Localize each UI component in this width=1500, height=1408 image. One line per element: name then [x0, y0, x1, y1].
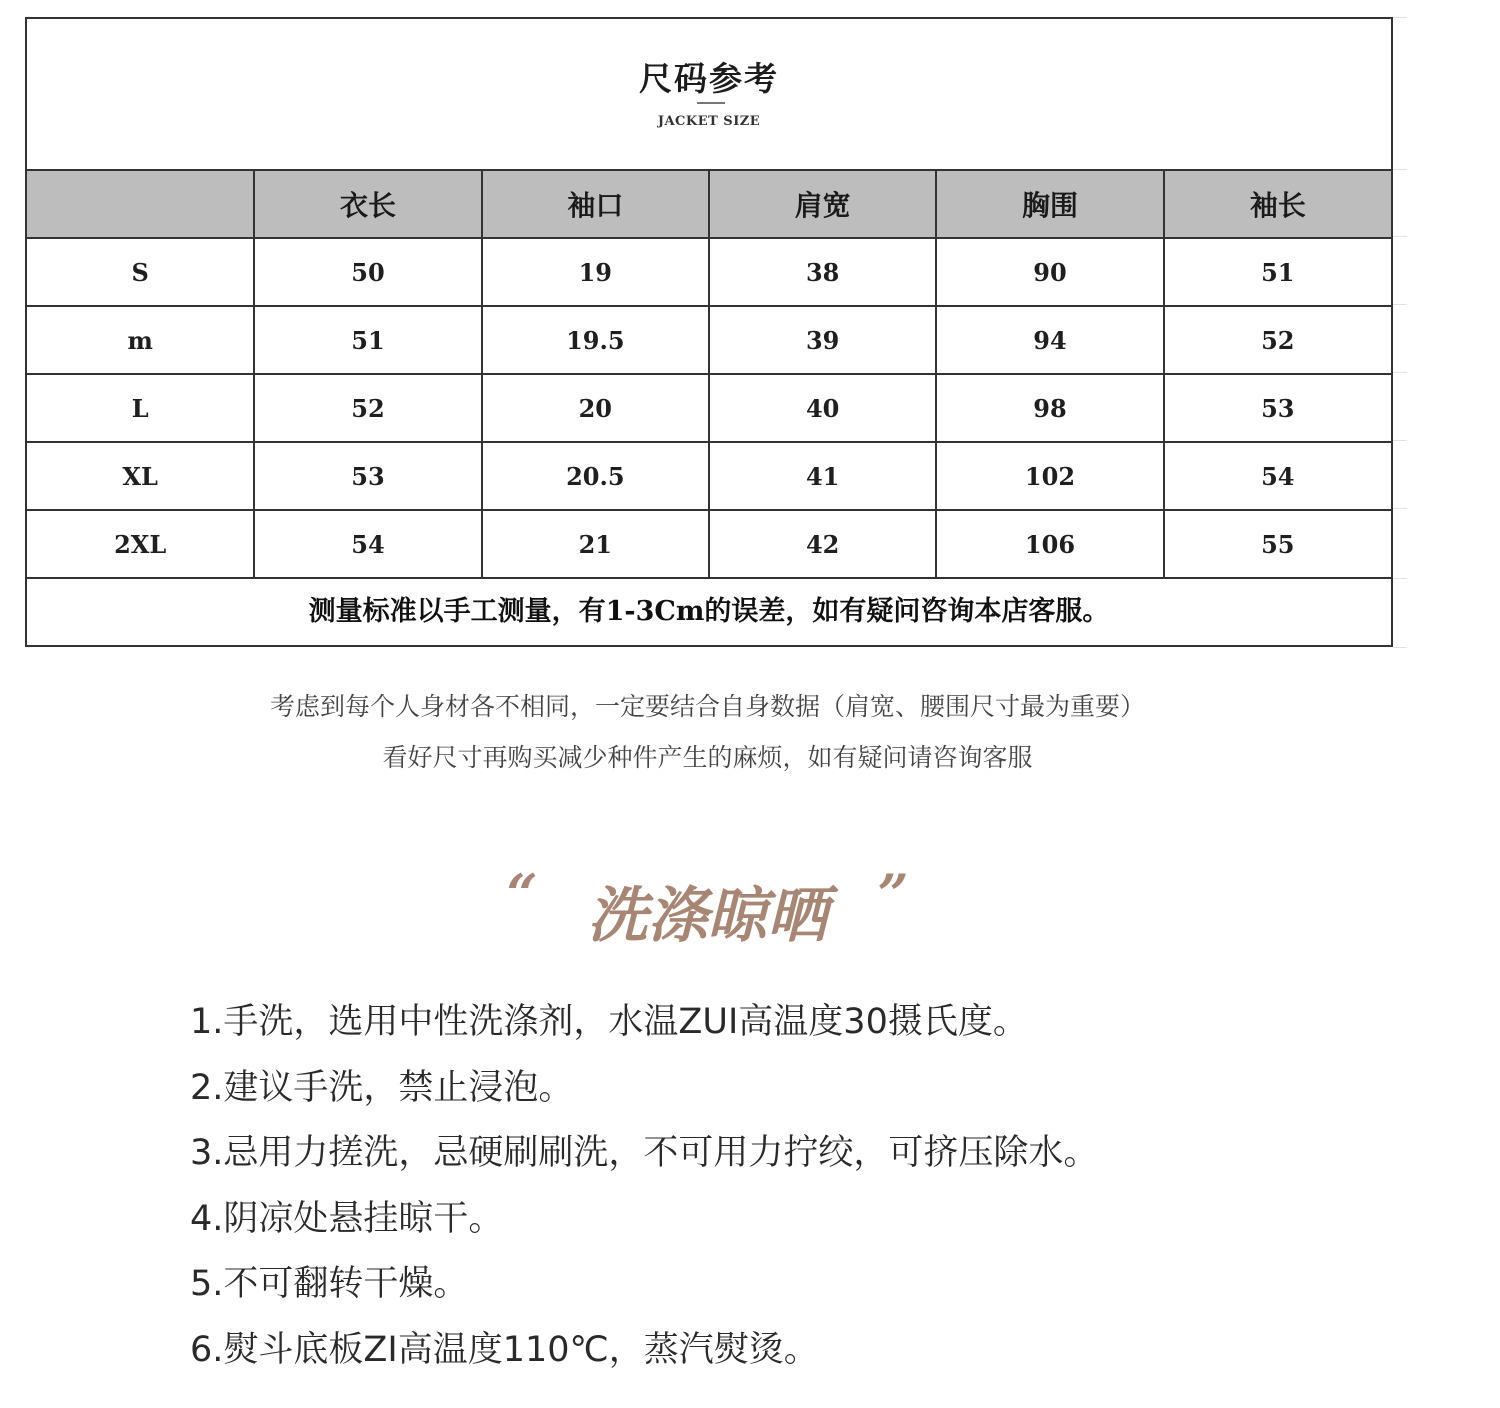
- column-header-cuff: 袖口: [482, 171, 709, 238]
- table-row: [27, 238, 1391, 306]
- table-cell: 54: [254, 510, 481, 578]
- wash-instructions: [190, 993, 1098, 1386]
- size-label: S: [27, 238, 254, 306]
- advice-line-2: 看好尺寸再购买减少种件产生的麻烦，如有疑问请咨询客服: [382, 743, 1033, 772]
- size-table: [27, 171, 1391, 579]
- column-header-shoulder: 肩宽: [709, 171, 936, 238]
- size-label: XL: [27, 442, 254, 510]
- table-row: [27, 306, 1391, 374]
- size-label: m: [27, 306, 254, 374]
- size-chart-header: [27, 19, 1391, 171]
- table-cell: 20: [482, 374, 709, 442]
- size-chart-subtitle: JACKET SIZE: [657, 114, 761, 129]
- column-header-sleeve: 袖长: [1164, 171, 1391, 238]
- column-header-chest: 胸围: [936, 171, 1163, 238]
- table-cell: 51: [1164, 238, 1391, 306]
- open-quote: “: [506, 862, 538, 926]
- list-item: 4.阴凉处悬挂晾干。: [190, 1198, 504, 1239]
- list-item: 1.手洗，选用中性洗涤剂，水温ZUI高温度30摄氏度。: [190, 1002, 1028, 1042]
- table-cell: 19.5: [482, 306, 709, 374]
- column-header-size: [27, 171, 254, 238]
- table-cell: 106: [936, 510, 1163, 578]
- table-cell: 19: [482, 238, 709, 306]
- size-label: L: [27, 374, 254, 442]
- grid-guide-ticks: [1393, 17, 1407, 657]
- table-cell: 98: [936, 374, 1163, 442]
- list-item: 2.建议手洗，禁止浸泡。: [190, 1067, 574, 1108]
- size-chart-title: 尺码参考: [639, 59, 779, 98]
- table-cell: 42: [709, 510, 936, 578]
- table-cell: 53: [1164, 374, 1391, 442]
- wash-title: 洗涤晾晒: [587, 881, 828, 951]
- table-cell: 52: [1164, 306, 1391, 374]
- title-divider: [697, 102, 725, 104]
- table-cell: 51: [254, 306, 481, 374]
- size-chart-card: [25, 17, 1393, 647]
- table-cell: 52: [254, 374, 481, 442]
- advice-line-1: 考虑到每个人身材各不相同，一定要结合自身数据（肩宽、腰围尺寸最为重要）: [269, 692, 1145, 721]
- table-cell: 41: [709, 442, 936, 510]
- table-cell: 39: [709, 306, 936, 374]
- table-cell: 38: [709, 238, 936, 306]
- size-label: 2XL: [27, 510, 254, 578]
- table-cell: 21: [482, 510, 709, 578]
- measurement-note: 测量标准以手工测量，有1-3Cm的误差，如有疑问咨询本店客服。: [308, 596, 1110, 627]
- list-item: 6.熨斗底板ZI高温度110℃，蒸汽熨烫。: [190, 1329, 819, 1370]
- table-cell: 20.5: [482, 442, 709, 510]
- wash-heading: [0, 862, 1415, 954]
- table-row: [27, 510, 1391, 578]
- table-cell: 54: [1164, 442, 1391, 510]
- table-row: [27, 374, 1391, 442]
- column-header-length: 衣长: [254, 171, 481, 238]
- table-row: [27, 442, 1391, 510]
- table-cell: 90: [936, 238, 1163, 306]
- table-cell: 53: [254, 442, 481, 510]
- table-cell: 94: [936, 306, 1163, 374]
- list-item: 5.不可翻转干燥。: [190, 1264, 469, 1304]
- table-cell: 50: [254, 238, 481, 306]
- table-cell: 55: [1164, 510, 1391, 578]
- list-item: 3.忌用力搓洗，忌硬刷刷洗，不可用力拧绞，可挤压除水。: [190, 1133, 1099, 1173]
- close-quote: ”: [877, 862, 909, 926]
- table-cell: 102: [936, 442, 1163, 510]
- size-table-header-row: [27, 171, 1391, 238]
- table-cell: 40: [709, 374, 936, 442]
